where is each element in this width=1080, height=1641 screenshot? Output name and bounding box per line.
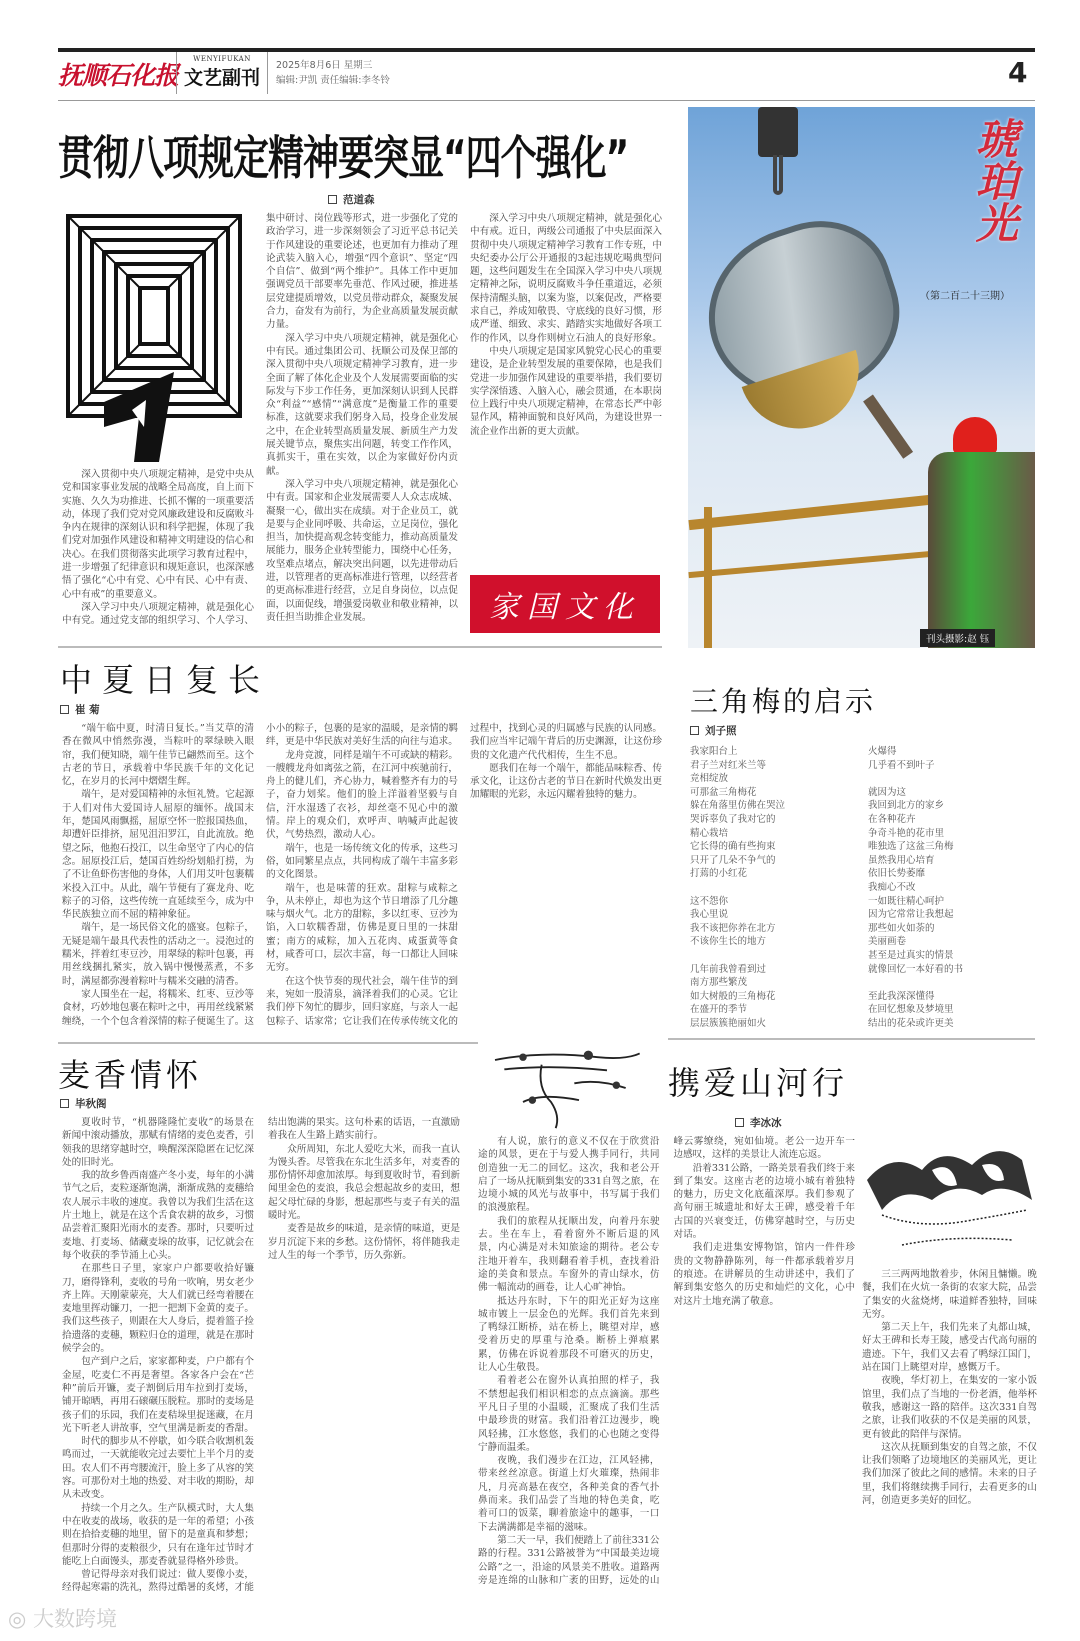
author: 刘子照 [705, 725, 737, 737]
paragraph: 众所周知，东北人爱吃大米，而我一直认为馒头香。尽管我在东北生活多年，对麦香的那份情怀却愈加浓厚。每到夏收时节，看到新闻里金色的麦浪，我总会想起故乡的麦田，想起父母忙碌的身影，想起那些与麦子有关的温暖时光。 [268, 1143, 460, 1222]
poem-line: 只开了几朵不争气的 [690, 854, 776, 866]
paragraph: 看着老公在窗外认真拍照的样子，我不禁想起我们相识相恋的点点滴滴。那些平凡日子里的小温暖，汇聚成了我们生活中最珍贵的财富。我们沿着江边漫步，晚风轻拂，江水悠悠，我们的心也随之变得宁静而温柔。 [478, 1375, 660, 1453]
paragraph: 端午，是一场民俗文化的盛宴。包粽子，无疑是端午最具代表性的活动之一。浸泡过的糯米，拌着红枣豆沙，用翠绿的粽叶包裹，再用丝线捆扎紧实，放入锅中慢慢蒸煮，不多时，满屋都弥漫着粽叶与糯米交融的清香。 [62, 922, 254, 987]
issue-number: （第二百二十三期） [920, 291, 1010, 302]
header-rule [58, 100, 1035, 101]
poem-line: 我心里说 [690, 909, 729, 921]
paragraph: 端午，也是一场传统文化的传承，这些习俗，如同繁星点点，共同构成了端午丰富多彩的文化图景。 [266, 842, 458, 881]
paragraph: 在那些日子里，家家户户都要收拾好镰刀，磨得锋利，麦收的号角一吹响，男女老少齐上阵。天刚蒙蒙亮，大人们就已经弯着腰在麦地里挥动镰刀，一把一把割下金黄的麦子。我们这些孩子，则跟在大人身后，提着篮子捡拾遗落的麦穗，颗粒归仓的道理，就是在那时候学会的。 [62, 1263, 254, 1355]
hook [773, 155, 783, 195]
family-culture-badge: 家国文化 [470, 575, 660, 633]
author: 范道森 [343, 194, 375, 206]
poem-line: 我回到北方的家乡 [868, 800, 945, 812]
article5-byline [735, 1115, 782, 1130]
poem-line: 虽然我用心培育 [868, 854, 935, 866]
stanza-gap [868, 772, 1038, 786]
section-divider [668, 1038, 1035, 1040]
author: 李冰冰 [750, 1117, 782, 1129]
poem-line: 在回忆想象及梦境里 [868, 1004, 954, 1016]
date-block [276, 58, 390, 88]
byline-box-icon [60, 1099, 69, 1108]
poem-line: 我不该把你养在北方 [690, 922, 776, 934]
column-title: 琥珀光 [970, 117, 1019, 243]
article4-byline [60, 1096, 107, 1111]
poem-line: 我痴心不改 [868, 881, 916, 893]
article2-body [62, 722, 662, 1034]
paragraph: 端午，是对爱国精神的永恒礼赞。它起源于人们对伟大爱国诗人屈原的缅怀。战国末年，楚国风雨飘摇，屈原空怀一腔报国热血，却遭奸臣排挤，屈见沮汨罗江，自此流放。绝望之际，他抱石投江，以生命坚守了内心的信念。屈原投江后，楚国百姓纷纷划船打捞，为了不让鱼虾伤害他的身体，人们用艾叶包裹糯米投入江中。从此，端午节便有了赛龙舟、吃粽子的习俗，这些传统一直延续至今，成为中华民族独立而不屈的精神象征。 [62, 789, 254, 921]
poem-line: 哭诉辜负了我对它的 [690, 813, 776, 825]
poem-line: 结出的花朵或许更美 [868, 1017, 954, 1029]
paragraph: 曾记得母亲对我们说过：做人要像小麦，经得起寒霜的洗礼，熬得过酷暑的炙烤，才能结出饱满的果实。这句朴素的话语，一直激励着我在人生路上踏实前行。 [62, 1117, 460, 1594]
article3-title: 三角梅的启示 [690, 685, 877, 718]
paragraph: 我的故乡鲁西南盛产冬小麦，每年的小满节气之后，麦粒逐渐饱满，渐渐成熟的麦穗给农人展示丰收的速度。我曾以为我们生活在这片土地上，就是在这个舌食农耕的故乡，习惯品尝着汇聚阳光雨水的麦香。那时，只要听过麦地、打麦场、储藏麦垛的故事，记忆就会在每个收获的季节涌上心头。 [62, 1170, 254, 1261]
article5-body [478, 1135, 855, 1600]
stanza-gap [868, 976, 1038, 990]
byline-box-icon [60, 705, 69, 714]
paragraph: 我们走进集安博物馆，馆内一件件珍贵的文物静静陈列，每一件都承载着岁月的痕迹。在讲解员的生动讲述中，我们了解到集安悠久的历史和灿烂的文化，心中对这片土地充满了敬意。 [673, 1242, 855, 1307]
paragraph: 在这个快节奏的现代社会，端午佳节的到来，宛如一股清泉，滴泽着我们的心灵。它让我们停下匆忙的脚步，回归家庭，与亲人一起包粽子、话家常；它让我们在传承传统文化的过程中，找到心灵的归属感与民族的认同感。我们应当牢记端午背后的历史渊源，让这份珍贵的文化遗产代代相传，生生不息。 [266, 723, 662, 1027]
poem-line: 南方那些繁茂 [690, 977, 748, 989]
poem-line: 在各种花卉 [868, 813, 916, 825]
section-name: 文艺副刊 [183, 67, 260, 89]
poem-line: 君子兰对红米兰等 [690, 759, 767, 771]
paragraph: 包产到户之后，家家都种麦，户户都有个金屋，吃麦仁不再是奢望。各家各户会在“芒种”前后开镰，麦子割倒后用车拉到打麦场，铺开晾晒，再用石磙碾压脱粒。那时的麦场是孩子们的乐园，我们在麦秸垛里捉迷藏，在月光下听老人讲故事，空气里满是新麦的香甜。 [62, 1356, 254, 1434]
article4-title: 麦香情怀 [58, 1056, 203, 1094]
poem-line: 火爆得 [868, 746, 897, 757]
paragraph: 端午，也是味蕾的狂欢。甜粽与咸粽之争，从未停止，却也为这个节日增添了几分趣味与烟火气。北方的甜粽，多以红枣、豆沙为馅，入口软糯香甜，仿佛是夏日里的一抹甜蜜；南方的咸粽，加入五花肉、咸蛋黄等食材，咸香可口，层次丰富，每一口都让人回味无穷。 [266, 882, 458, 974]
worker [928, 452, 1035, 648]
stanza-gap [690, 881, 860, 895]
poem-line: 竞相绽放 [690, 773, 729, 785]
photo-caption: 刊头摄影:赵 钰 [920, 629, 995, 647]
paragraph: 有人说，旅行的意义不仅在于欣赏沿途的风景，更在于与爱人携手同行，共同创造独一无二的回忆。这次，我和老公开启了一场从抚顺到集安的331自驾之旅，在边境小城的风光与故事中，书写属于我们的浪漫旅程。 [478, 1136, 660, 1214]
watermark-text: 大数跨境 [33, 1607, 117, 1631]
poem-line: 因为它常常让我想起 [868, 909, 954, 921]
paragraph: 中央八项规定是国家风貌党心民心的重要建设，是企业转型发展的重要保障，也是我们党进一步加强作风建设的重要举措，我们要切实学深悟透、入脑入心，融会贯通，在本职岗位上践行中央八项规定精神，在常态长严中彰显作风，精神面貌和良好风尚，为建设世界一流企业作出新的更大贡献。 [470, 345, 662, 437]
poem-line: 唯独选了这盆三角梅 [868, 841, 954, 853]
poem-line: 层层簇簇艳丽如火 [690, 1017, 767, 1029]
article3-byline [690, 723, 737, 738]
crane-hook-block [758, 107, 798, 157]
byline-box-icon [735, 1118, 744, 1127]
paragraph: 深入学习中央八项规定精神，就是强化心中有责。国家和企业发展需要人人众志成城、凝聚一心，做出实在成绩。对于企业员工，就是要与企业同呼吸、共命运，立足岗位，强化担当，加快提高观念转变能力，推动高质量发展能力，服务企业转型能力，围绕中心任务，攻坚难点堵点，解决突出问题，以先进带动后进，以管理者的更高标准进行管理，以经营者的更高标准进行经营，立足自身岗位，以点促面，以面促线，增强爱岗敬业和敬业精神，以责任担当助推企业发展。 [266, 478, 458, 623]
stanza-gap [690, 949, 860, 963]
article5-body-col3 [862, 1268, 1037, 1610]
railing-post [704, 507, 712, 648]
pine-ink-drawing [482, 1046, 648, 1130]
paragraph: 三三两两地散着步，休闲且慵懒。晚餐，我们在火炕一条街的农家大院，品尝了集安的火盆烧烤，味道鲜香独特，回味无穷。 [862, 1269, 1037, 1320]
poem-line: 它长得的确有些拘束 [690, 841, 776, 853]
page-number: 4 [1008, 56, 1028, 89]
paragraph: 第二天上午，我们先来了丸都山城，好太王碑和长寿王陵，感受古代高句丽的遗迹。下午，我们又去看了鸭绿江国门，站在国门上眺望对岸，感慨万千。 [862, 1322, 1037, 1374]
poem-line: 一如既往精心呵护 [868, 895, 945, 907]
page-headline: 贯彻八项规定精神要突显“四个强化” [58, 132, 629, 186]
poem-line: 几乎看不到叶子 [868, 759, 935, 771]
poem-line: 如大树般的三角梅花 [690, 990, 776, 1002]
paragraph: 第二天一早，我们便踏上了前往331公路的行程。331公路被誉为“中国最美边境公路”之一，沿途的风景美不胜收。道路两旁是连绵的山脉和广袤的田野，远处的山峰云雾缭绕，宛如仙境。老公一边开车一边感叹，这样的美景让人流连忘返。 [478, 1136, 855, 1586]
section-divider [58, 646, 662, 648]
poem-line: 我家阳台上 [690, 746, 738, 757]
paragraph: 沿着331公路，一路美景看我们终于来到了集安。这座古老的边境小城有着独特的魅力，历史文化底蕴深厚。我们参观了高句丽王城遗址和好太王碑，感受着千年古国的兴衰变迁，仿佛穿越时空，与历史对话。 [673, 1162, 855, 1241]
paragraph: 夜晚，华灯初上，在集安的一家小饭馆里，我们点了当地的一份老酒，他举杯敬我，感谢这一路的陪伴。这次331自驾之旅，让我们收获的不仅是美丽的风景，更有彼此的陪伴与深情。 [862, 1375, 1037, 1440]
article2-byline [60, 702, 100, 717]
paragraph: 家人围坐在一起，将糯米、红枣、豆沙等食材，巧妙地包裹在粽叶之中，再用丝线紧紧缠绕，一个个包含着深情的粽子便诞生了。这小小的粽子，包裹的是家的温暖，是亲情的羁绊，更是中华民族对美好生活的向往与追求。 [62, 723, 458, 1027]
mountain-ink-drawing [862, 1140, 1037, 1260]
poem-line: 争奇斗艳的花市里 [868, 827, 945, 839]
poem-line: 可那盆三角梅花 [690, 786, 757, 798]
poem-line: 就像回忆一本好看的书 [868, 963, 964, 975]
paragraph: 夜晚，我们漫步在江边，江风轻拂，带来丝丝凉意。街道上灯火璀璨，热闹非凡，月亮高悬在夜空，各种美食的香气扑鼻而来。我们品尝了当地的特色美食，吃着可口的饭菜，聊着旅途中的趣事，一口下去满满都是幸福的滋味。 [478, 1455, 660, 1533]
hard-hat [953, 417, 997, 453]
poem-line: 至此我深深懂得 [868, 990, 935, 1002]
paragraph: 深入贯彻中央八项规定精神，是党中央从党和国家事业发展的战略全局高度，自上而下实施、久久为功推进、长抓不懈的一项重要活动，体现了我们党对党风廉政建设和反腐败斗争内在规律的深刻认识和科学把握，体现了我们党对加强作风建设和精神文明建设的信心和决心。在我们贯彻落实此项学习教育过程中，进一步增强了纪律意识和规矩意识，也深深感悟了强化“心中有党、心中有民、心中有责、心中有戒”的重要意义。 [62, 469, 254, 600]
paragraph: 麦香是故乡的味道，是亲情的味道，更是岁月沉淀下来的乡愁。这份情怀，将伴随我走过人生的每一个季节，历久弥新。 [268, 1223, 460, 1261]
poem-line: 几年前我曾看到过 [690, 963, 767, 975]
poem-right-column [868, 745, 1038, 1030]
issue-date: 2025年8月6日 星期三 [276, 60, 373, 71]
watermark: ◎ 大数跨境 [8, 1607, 117, 1631]
paragraph: 时代的脚步从不停歇，如今联合收割机轰鸣而过，一天就能收完过去要忙上半个月的麦田。农人们不再弯腰流汗，脸上多了从容的笑容。可那份对土地的热爱、对丰收的期盼，却从未改变。 [62, 1436, 254, 1501]
paragraph: 持续一个月之久。生产队模式时，大人集中在收麦的战场，收获的是一年的希望；小孩则在拾拾麦穗的地里，留下的是童真和梦想；但那时分得的麦粮很少，只有在逢年过节时才能吃上白面馒头，那麦香就显得格外珍贵。 [62, 1502, 254, 1567]
paragraph: 抵达丹东时，下午的阳光正好为这座城市镀上一层金色的光辉。我们首先来到了鸭绿江断桥，站在桥上，眺望对岸，感受着历史的厚重与沧桑。断桥上弹痕累累，仿佛在诉说着那段不可磨灭的历史，让人心生敬畏。 [478, 1295, 660, 1374]
poem-line: 那些如火如荼的 [868, 922, 935, 934]
paragraph: “端午临中夏，时清日复长。”当艾草的清香在微风中悄然弥漫，当粽叶的翠绿映入眼帘，我们便知晓，端午佳节已翩然而至。这个古老的节日，承载着中华民族千年的文化记忆，在岁月的长河中熠熠生辉。 [62, 723, 254, 788]
article2-title: 中夏日复长 [60, 661, 271, 699]
poem-line: 精心栽培 [690, 827, 729, 839]
byline-box-icon [690, 726, 699, 735]
poem-line: 美丽画卷 [868, 936, 907, 948]
poem-line: 这不怨你 [690, 895, 729, 907]
byline-box-icon [328, 195, 337, 204]
paragraph: 我们的旅程从抚顺出发，向着丹东驶去。坐在车上，看着窗外不断后退的风景，内心满是对未知旅途的期待。老公专注地开着车，我则翻看着手机，查找着沿途的美食和景点。车窗外的青山绿水，仿佛一幅流动的画卷，让人心旷神怡。 [478, 1215, 660, 1294]
editors: 编辑:尹凯 责任编辑:李冬铃 [276, 75, 390, 86]
poem-line: 不该你生长的地方 [690, 936, 767, 948]
section-label [176, 52, 268, 94]
paragraph: 这次从抚顺到集安的自驾之旅，不仅让我们领略了边境地区的美丽风光，更让我们加深了彼此之间的感情。未来的日子里，我们将继续携手同行，去看更多的山河，创造更多美好的回忆。 [862, 1441, 1037, 1507]
header-photo [688, 107, 1035, 648]
newspaper-logo: 抚顺石化报 [58, 61, 179, 90]
paragraph: 深入学习中央八项规定精神，就是强化心中有党。通过党支部的组织学习、个人学习、集中研讨、岗位践等形式，进一步强化了党的政治学习，进一步深刻领会了习近平总书记关于作风建设的重要论述，也更加有力推动了理论武装入脑入心，增强“四个意识”、坚定“四个自信”、做到“两个维护”。具体工作中更加强调党员干部要率先垂范、作风过硬，推进基层党建提质增效，以党员带动群众，凝聚发展合力，奋发有为前行，为企业高质量发展贡献力量。 [62, 213, 458, 627]
section-divider [58, 1042, 478, 1044]
poem-line: 打蔫的小红花 [690, 868, 748, 880]
article4-body [62, 1116, 460, 1596]
poem-line: 依旧长势萎靡 [868, 868, 926, 880]
poem-left-column [690, 745, 860, 1030]
section-pinyin: WENYIFUKAN [193, 55, 251, 63]
author: 崔 菊 [75, 704, 100, 716]
poem-line: 就因为这 [868, 786, 907, 798]
paragraph: 夏收时节，“机器隆隆忙麦收”的场景在新闻中滚动播放，那赋有情绪的麦色麦香，引领我的思绪穿越时空，唤醒深深隐匿在记忆深处的旧时光。 [62, 1117, 254, 1168]
article1-byline [328, 192, 375, 207]
poem-line: 躲在角落里仿佛在哭泣 [690, 800, 786, 812]
paragraph: 深入学习中央八项规定精神，就是强化心中有民。通过集团公司、抚顺公司及保卫部的深入贯彻中央八项规定精神学习教育，进一步全面了解了体化企业及个人发展需要面临的实际发与下步工作任务，更加深刻认识到人民群众“利益”“感情”“满意度”是衡量工作的重要标准，这就要求我们躬身入局，投身企业发展之中，在企业转型高质量发展、新质生产力发展关键节点，聚焦实出问题，转变工作作风，真抓实干，重在实效，以企为家做好份内贡献。 [266, 332, 458, 477]
worker-arm [863, 395, 913, 459]
poem-line: 在盛开的季节 [690, 1004, 748, 1016]
image-spacer [62, 212, 254, 468]
paragraph: 愿我们在每一个端午，都能品味粽香、传承文化，让这份古老的节日在新时代焕发出更加耀眼的光彩，永远闪耀着独特的魅力。 [470, 762, 662, 801]
poem-line: 甚至是过真实的情景 [868, 949, 954, 961]
paragraph: 龙舟竞渡，同样是端午不可或缺的精彩。一艘艘龙舟如离弦之箭，在江河中疾驰前行，舟上的健儿们，齐心协力，喊着整齐有力的号子，奋力划桨。他们的脸上洋溢着坚毅与自信，汗水湿透了衣衫，却丝毫不见心中的激情。岸上的观众们，欢呼声、呐喊声此起彼伏，气势热烈，激动人心。 [266, 749, 458, 841]
article5-title: 携爱山河行 [668, 1064, 849, 1102]
author: 毕秋阁 [75, 1098, 107, 1110]
paragraph: 深入学习中央八项规定精神，就是强化心中有戒。近日，两级公司通报了中央层面深入贯彻中央八项规定精神学习教育工作专班，中央纪委办公厅公开通报的3起违规吃喝典型问题，这些问题发生在全国深入学习中央八项规定精神之际，说明反腐败斗争任重道远，必须保持清醒头脑，以案为鉴，以案促改，严格要求自己，养成知敬畏、守底线的良好习惯，形成严谨、细致、求实、踏踏实实地做好各项工作的作风，以身作则树立石油人的良好形象。 [470, 213, 662, 344]
